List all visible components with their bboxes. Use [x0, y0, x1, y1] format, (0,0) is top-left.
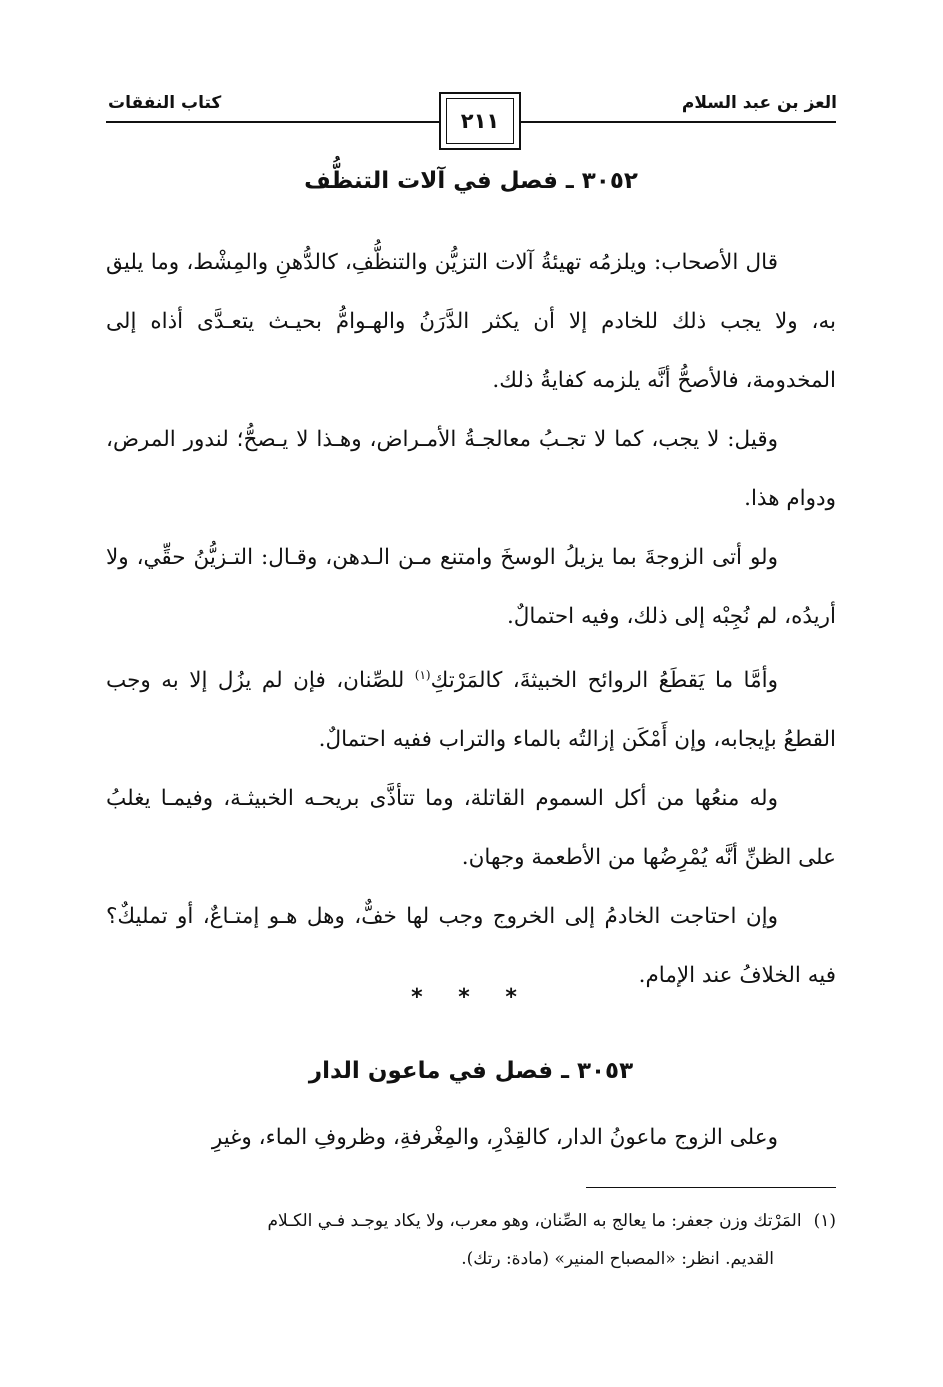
section-body-3052	[106, 233, 836, 1005]
paragraph	[106, 646, 836, 769]
section-separator: * * *	[411, 985, 531, 1010]
section-heading-3052: ٣٠٥٢ ـ فصل في آلات التنظُّف	[304, 168, 638, 194]
paragraph: وله منعُها من أكل السموم القاتلة، وما تتأذَّى بريحـه الخبيثـة، وفيمـا يغلبُ على الظنِّ أنَّه يُمْرِضُها من الأطعمة وجهان.	[106, 786, 836, 871]
page-number: ٢١١	[446, 98, 514, 144]
paragraph: وإن احتاجت الخادمُ إلى الخروج وجب لها خفٌّ، وهل هـو إمتـاعٌ، أو تمليكٌ؟ فيه الخلافُ عند الإمام.	[106, 904, 836, 989]
section-body-3053	[106, 1108, 836, 1167]
paragraph: ولو أتى الزوجةَ بما يزيلُ الوسخَ وامتنع مـن الـدهن، وقـال: التـزيُّنُ حقِّي، ولا أريدُه، لم نُجِبْه إلى ذلك، وفيه احتمالٌ.	[106, 545, 836, 629]
paragraph: قال الأصحاب: ويلزمُه تهيئةُ آلات التزيُّن والتنظُّفِ، كالدُّهنِ والمِشْط، وما يليق به، ولا يجب ذلك للخادم إلا أن يكثر الدَّرَنُ والهـوامُّ بحيـث يتعـدَّى أذاه إلى المخدومة، فالأصحُّ أنَّه يلزمه كفايةُ ذلك.	[106, 250, 836, 393]
footnote-line: القديم. انظر: «المصباح المنير» (مادة: رتك).	[461, 1249, 774, 1269]
footnote-text: المَرْتك وزن جعفر: ما يعالج به الصِّنان، وهو معرب، ولا يكاد يوجـد فـي الكـلام	[267, 1211, 802, 1231]
footnote-rule	[586, 1187, 836, 1188]
footnote-line	[106, 1202, 836, 1240]
paragraph: وقيل: لا يجب، كما لا تجـبُ معالجـةُ الأمـراض، وهـذا لا يـصحُّ؛ لندور المرض، ودوام هذا.	[106, 427, 836, 511]
footnote-reference: (١)	[414, 668, 431, 682]
running-header-book-section: كتاب النفقات	[108, 93, 222, 113]
footnotes	[106, 1202, 836, 1278]
paragraph-text: وأمَّا ما يَقطَعُ الروائح الخبيثةَ، كالمَرْتكِ	[430, 668, 778, 694]
running-header-author: العز بن عبد السلام	[681, 93, 837, 113]
paragraph: وعلى الزوج ماعونُ الدار، كالقِدْرِ، والمِغْرفةِ، وظروفِ الماء، وغيرِ	[211, 1125, 778, 1150]
footnote-mark: (١)	[813, 1211, 836, 1231]
paragraph-text: للصِّنان، فإن لم يزُل إلا به وجب القطعُ بإيجابه، وإن أَمْكَن إزالتُه بالماء والتراب ففيه احتمالٌ.	[106, 668, 836, 753]
page-number-frame	[439, 92, 521, 150]
section-heading-3053: ٣٠٥٣ ـ فصل في ماعون الدار	[308, 1058, 634, 1084]
